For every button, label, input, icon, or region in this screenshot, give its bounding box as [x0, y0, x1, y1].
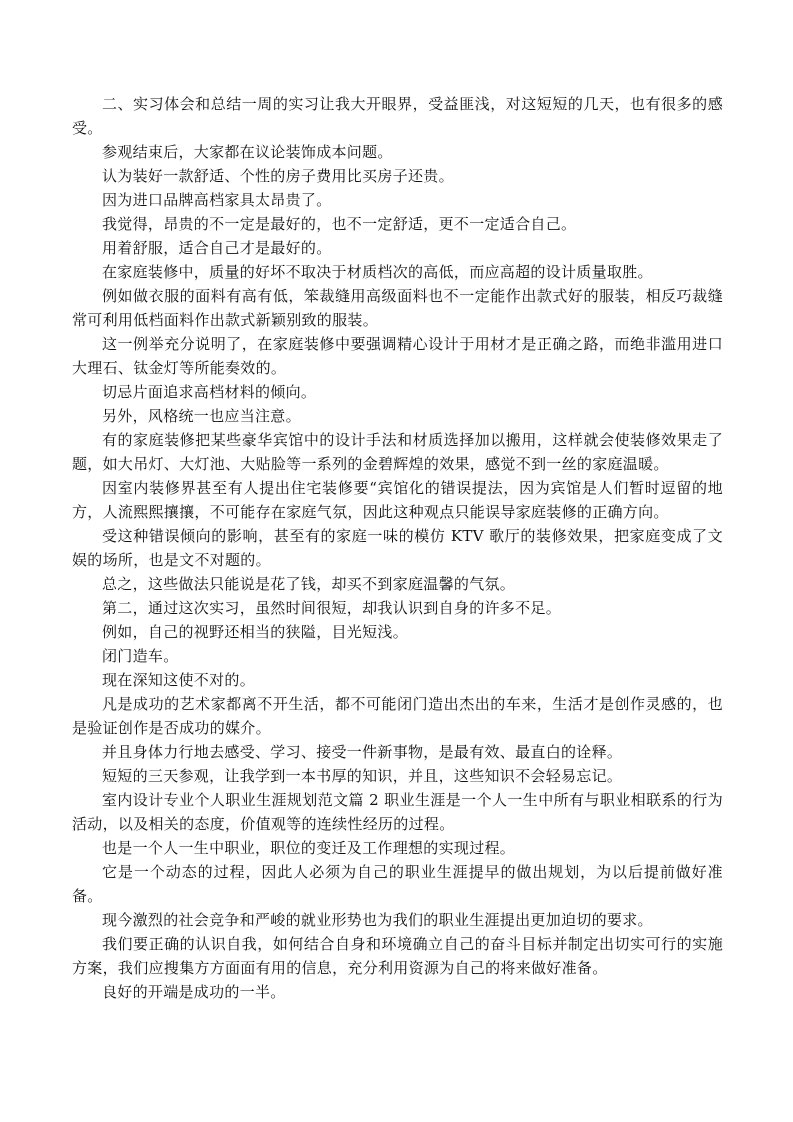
paragraph: 第二，通过这次实习，虽然时间很短，却我认识到自身的许多不足。 — [102, 599, 562, 617]
paragraph: 参观结束后，大家都在议论装饰成本问题。 — [102, 143, 393, 161]
paragraph: 因为进口品牌高档家具太昂贵了。 — [102, 191, 332, 209]
paragraph: 受这种错误倾向的影响，甚至有的家庭一味的模仿 KTV 歌厅的装修效果，把家庭变成了文娱的场所，也是文不对题的。 — [72, 527, 723, 569]
paragraph: 短短的三天参观，让我学到一本书厚的知识，并且，这些知识不会轻易忘记。 — [102, 767, 623, 785]
paragraph: 现在深知这使不对的。 — [102, 671, 256, 689]
paragraph: 在家庭装修中，质量的好坏不取决于材质档次的高低，而应高超的设计质量取胜。 — [102, 263, 653, 281]
paragraph: 并且身体力行地去感受、学习、接受一件新事物，是最有效、最直白的诠释。 — [102, 743, 623, 761]
paragraph: 凡是成功的艺术家都离不开生活，都不可能闭门造出杰出的车来，生活才是创作灵感的，也是验证创作是否成功的媒介。 — [72, 695, 723, 737]
document-body — [72, 92, 723, 1004]
paragraph: 有的家庭装修把某些豪华宾馆中的设计手法和材质选择加以搬用，这样就会使装修效果走了题，如大吊灯、大灯池、大贴脸等一系列的金碧辉煌的效果，感觉不到一丝的家庭温暖。 — [72, 431, 723, 473]
paragraph: 闭门造车。 — [102, 647, 179, 665]
paragraph: 我们要正确的认识自我，如何结合自身和环境确立自己的奋斗目标并制定出切实可行的实施方案，我们应搜集方方面面有用的信息，充分利用资源为自己的将来做好准备。 — [72, 935, 723, 977]
paragraph: 室内设计专业个人职业生涯规划范文篇 2 职业生涯是一个人一生中所有与职业相联系的行为活动，以及相关的态度，价值观等的连续性经历的过程。 — [72, 791, 723, 833]
paragraph: 二、实习体会和总结一周的实习让我大开眼界，受益匪浅，对这短短的几天，也有很多的感受。 — [72, 95, 723, 137]
paragraph: 认为装好一款舒适、个性的房子费用比买房子还贵。 — [102, 167, 454, 185]
paragraph: 它是一个动态的过程，因此人必须为自己的职业生涯提早的做出规划，为以后提前做好准备。 — [72, 863, 723, 905]
paragraph: 因室内装修界甚至有人提出住宅装修要“宾馆化的错误提法，因为宾馆是人们暂时逗留的地方，人流熙熙攘攘，不可能存在家庭气氛，因此这种观点只能误导家庭装修的正确方向。 — [72, 479, 723, 521]
paragraph: 另外，风格统一也应当注意。 — [102, 407, 301, 425]
paragraph: 用着舒服，适合自己才是最好的。 — [102, 239, 332, 257]
paragraph: 切忌片面追求高档材料的倾向。 — [102, 383, 317, 401]
paragraph: 现今激烈的社会竞争和严峻的就业形势也为我们的职业生涯提出更加迫切的要求。 — [102, 911, 653, 929]
paragraph: 良好的开端是成功的一半。 — [102, 983, 286, 1001]
paragraph: 例如做衣服的面料有高有低，笨裁缝用高级面料也不一定能作出款式好的服装，相反巧裁缝常可利用低档面料作出款式新颖别致的服装。 — [72, 287, 723, 329]
paragraph: 我觉得，昂贵的不一定是最好的，也不一定舒适，更不一定适合自己。 — [102, 215, 577, 233]
paragraph: 也是一个人一生中职业，职位的变迁及工作理想的实现过程。 — [102, 839, 516, 857]
paragraph: 总之，这些做法只能说是花了钱，却买不到家庭温馨的气氛。 — [102, 575, 516, 593]
paragraph: 例如，自己的视野还相当的狭隘，目光短浅。 — [102, 623, 409, 641]
paragraph: 这一例举充分说明了，在家庭装修中要强调精心设计于用材才是正确之路，而绝非滥用进口大理石、钛金灯等所能奏效的。 — [72, 335, 723, 377]
